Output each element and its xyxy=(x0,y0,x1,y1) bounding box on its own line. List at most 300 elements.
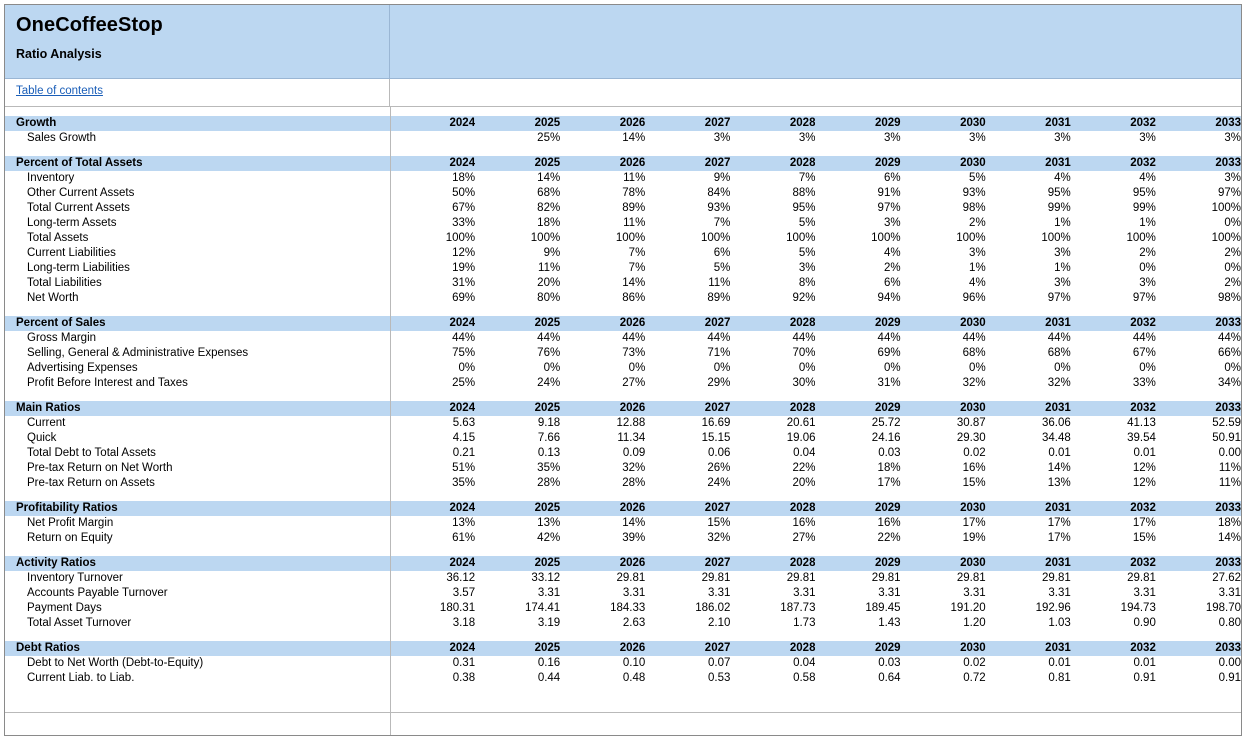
row-value: 5% xyxy=(713,262,731,274)
row-value: 6% xyxy=(883,277,901,289)
row-value: 44% xyxy=(1132,332,1156,344)
row-value: 13% xyxy=(537,517,561,529)
row-value: 31% xyxy=(452,277,476,289)
year-header: 2029 xyxy=(815,316,900,331)
row-value: 70% xyxy=(792,347,816,359)
row-value: 0.00 xyxy=(1218,657,1241,669)
row-value: 30.87 xyxy=(956,417,986,429)
row-value: 174.41 xyxy=(525,602,561,614)
row-value: 2% xyxy=(1224,277,1241,289)
year-header: 2025 xyxy=(475,401,560,416)
row-value: 78% xyxy=(622,187,646,199)
row-value: 69% xyxy=(877,347,901,359)
row-value: 25.72 xyxy=(871,417,901,429)
table-row xyxy=(5,376,1241,391)
year-header: 2029 xyxy=(815,641,900,656)
row-value: 2.63 xyxy=(622,617,646,629)
table-row xyxy=(5,671,1241,686)
table-row xyxy=(5,186,1241,201)
row-value: 0.01 xyxy=(1048,657,1071,669)
year-header: 2028 xyxy=(730,116,815,131)
section-title: Main Ratios xyxy=(5,401,390,416)
row-value: 75% xyxy=(452,347,476,359)
row-value: 67% xyxy=(452,202,476,214)
section-spacer xyxy=(5,306,1241,316)
row-value: 7% xyxy=(628,262,646,274)
row-value: 3% xyxy=(798,132,816,144)
ratios-body xyxy=(5,107,1241,735)
row-value: 76% xyxy=(537,347,561,359)
row-value: 0.13 xyxy=(537,447,561,459)
row-value: 3.18 xyxy=(452,617,476,629)
row-value: 25% xyxy=(452,377,476,389)
table-row xyxy=(5,201,1241,216)
row-value: 191.20 xyxy=(950,602,986,614)
row-value: 5.63 xyxy=(452,417,476,429)
row-value: 0% xyxy=(1224,262,1241,274)
row-value: 0.00 xyxy=(1218,447,1241,459)
table-row xyxy=(5,531,1241,546)
year-header: 2033 xyxy=(1156,316,1241,331)
row-value: 51% xyxy=(452,462,476,474)
row-value: 0.03 xyxy=(878,657,901,669)
row-label: Total Assets xyxy=(27,232,89,244)
row-value: 16% xyxy=(792,517,816,529)
row-value: 2% xyxy=(969,217,986,229)
row-value: 25% xyxy=(537,132,561,144)
section-header-row xyxy=(5,116,1241,131)
table-row xyxy=(5,331,1241,346)
row-value: 0.02 xyxy=(963,447,986,459)
year-header: 2026 xyxy=(560,501,645,516)
table-row xyxy=(5,346,1241,361)
row-value: 11% xyxy=(1218,462,1241,474)
row-value: 73% xyxy=(622,347,646,359)
row-value: 29.81 xyxy=(616,572,646,584)
row-value: 66% xyxy=(1217,347,1241,359)
row-value: 4.15 xyxy=(452,432,476,444)
row-value: 27% xyxy=(792,532,816,544)
row-value: 0.10 xyxy=(622,657,646,669)
row-value: 32% xyxy=(622,462,646,474)
row-value: 17% xyxy=(1047,532,1071,544)
row-value: 0.48 xyxy=(622,672,646,684)
row-value: 20.61 xyxy=(786,417,816,429)
row-value: 3.31 xyxy=(708,587,731,599)
year-header: 2027 xyxy=(645,316,730,331)
row-value: 61% xyxy=(452,532,476,544)
row-value: 97% xyxy=(877,202,901,214)
row-value: 194.73 xyxy=(1120,602,1156,614)
row-value: 7% xyxy=(628,247,646,259)
row-value: 44% xyxy=(1217,332,1241,344)
row-value: 7% xyxy=(713,217,731,229)
row-value: 16.69 xyxy=(701,417,731,429)
year-header: 2028 xyxy=(730,401,815,416)
row-value: 0% xyxy=(883,362,901,374)
table-row xyxy=(5,246,1241,261)
row-value: 3.31 xyxy=(537,587,561,599)
row-value: 3.31 xyxy=(622,587,646,599)
row-value: 15.15 xyxy=(701,432,731,444)
report-subtitle: Ratio Analysis xyxy=(16,47,102,61)
year-header: 2024 xyxy=(390,401,475,416)
row-value: 0.04 xyxy=(793,447,816,459)
row-value: 7.66 xyxy=(537,432,561,444)
row-value: 39.54 xyxy=(1127,432,1156,444)
row-value: 44% xyxy=(707,332,731,344)
year-header: 2029 xyxy=(815,401,900,416)
row-value: 29% xyxy=(707,377,731,389)
year-header: 2026 xyxy=(560,316,645,331)
row-value: 17% xyxy=(1047,517,1071,529)
table-row xyxy=(5,616,1241,631)
section-header-row xyxy=(5,156,1241,171)
row-label: Debt to Net Worth (Debt-to-Equity) xyxy=(27,657,204,669)
year-header: 2026 xyxy=(560,156,645,171)
row-value: 180.31 xyxy=(439,602,476,614)
row-value: 0% xyxy=(1054,362,1071,374)
row-value: 3% xyxy=(713,132,731,144)
row-value: 2% xyxy=(883,262,901,274)
row-value: 3% xyxy=(1224,132,1241,144)
row-value: 99% xyxy=(1047,202,1071,214)
spacer-cell xyxy=(5,491,1241,501)
row-value: 88% xyxy=(792,187,816,199)
year-header: 2032 xyxy=(1071,501,1156,516)
row-value: 6% xyxy=(713,247,731,259)
year-header: 2027 xyxy=(645,116,730,131)
row-value: 0.01 xyxy=(1133,447,1156,459)
row-value: 44% xyxy=(537,332,561,344)
row-value: 14% xyxy=(622,277,646,289)
row-value: 100% xyxy=(1211,232,1241,244)
row-value: 82% xyxy=(537,202,561,214)
year-header: 2026 xyxy=(560,401,645,416)
toc-row xyxy=(5,79,1241,107)
row-value: 35% xyxy=(537,462,561,474)
year-header: 2032 xyxy=(1071,156,1156,171)
row-value: 33.12 xyxy=(531,572,561,584)
row-value: 13% xyxy=(1047,477,1071,489)
row-value: 0.21 xyxy=(452,447,476,459)
row-value: 12% xyxy=(452,247,476,259)
row-value: 29.81 xyxy=(1041,572,1071,584)
row-value: 17% xyxy=(962,517,986,529)
row-value: 0.31 xyxy=(452,657,476,669)
year-header: 2028 xyxy=(730,316,815,331)
table-row xyxy=(5,131,1241,146)
spacer-cell xyxy=(5,306,1241,316)
row-value: 27.62 xyxy=(1212,572,1241,584)
row-value: 0.91 xyxy=(1218,672,1241,684)
year-header: 2027 xyxy=(645,401,730,416)
row-value: 99% xyxy=(1132,202,1156,214)
spacer-cell xyxy=(5,391,1241,401)
year-header: 2031 xyxy=(986,401,1071,416)
row-value: 29.30 xyxy=(956,432,986,444)
table-row xyxy=(5,656,1241,671)
row-value: 0% xyxy=(1139,362,1156,374)
row-value: 12% xyxy=(1132,462,1156,474)
section-spacer xyxy=(5,391,1241,401)
row-value: 11% xyxy=(1218,477,1241,489)
spacer-cell xyxy=(5,146,1241,156)
row-value: 92% xyxy=(792,292,816,304)
row-label: Net Worth xyxy=(27,292,79,304)
report-header xyxy=(5,5,1241,79)
row-value: 32% xyxy=(707,532,731,544)
row-value: 14% xyxy=(622,517,646,529)
row-value: 100% xyxy=(615,232,646,244)
row-value: 0.02 xyxy=(963,657,986,669)
year-header: 2033 xyxy=(1156,556,1241,571)
row-value: 68% xyxy=(1047,347,1071,359)
row-value: 0% xyxy=(1224,362,1241,374)
year-header: 2028 xyxy=(730,501,815,516)
row-label: Net Profit Margin xyxy=(27,517,114,529)
year-header: 2027 xyxy=(645,556,730,571)
row-value: 68% xyxy=(537,187,561,199)
row-value: 14% xyxy=(1217,532,1241,544)
row-value: 68% xyxy=(962,347,986,359)
table-row xyxy=(5,276,1241,291)
row-value: 0.91 xyxy=(1133,672,1156,684)
row-label: Sales Growth xyxy=(27,132,97,144)
year-header: 2024 xyxy=(390,556,475,571)
year-header: 2031 xyxy=(986,501,1071,516)
row-value: 24% xyxy=(537,377,561,389)
row-value: 84% xyxy=(707,187,731,199)
section-header-row xyxy=(5,316,1241,331)
row-value: 3% xyxy=(1224,172,1241,184)
row-value: 15% xyxy=(707,517,731,529)
year-header: 2032 xyxy=(1071,641,1156,656)
row-value: 100% xyxy=(871,232,901,244)
row-label: Current Liab. to Liab. xyxy=(27,672,135,684)
row-value: 0.72 xyxy=(963,672,986,684)
row-value: 80% xyxy=(537,292,561,304)
row-label: Selling, General & Administrative Expenses xyxy=(27,347,249,359)
section-header-row xyxy=(5,401,1241,416)
row-value: 91% xyxy=(877,187,901,199)
row-value: 98% xyxy=(1217,292,1241,304)
row-label: Pre-tax Return on Net Worth xyxy=(27,462,173,474)
ratios-table xyxy=(5,116,1241,686)
row-value: 8% xyxy=(798,277,816,289)
row-value: 3.19 xyxy=(537,617,561,629)
row-value: 18% xyxy=(452,172,476,184)
year-header: 2027 xyxy=(645,501,730,516)
row-value: 100% xyxy=(1126,232,1156,244)
row-value: 0.80 xyxy=(1218,617,1241,629)
row-value: 97% xyxy=(1217,187,1241,199)
row-value: 3% xyxy=(1054,247,1071,259)
row-value: 20% xyxy=(537,277,561,289)
table-row xyxy=(5,416,1241,431)
row-value: 12.88 xyxy=(616,417,646,429)
row-value: 0.53 xyxy=(708,672,731,684)
row-value: 16% xyxy=(877,517,901,529)
row-value: 0.38 xyxy=(452,672,476,684)
row-value: 2% xyxy=(1224,247,1241,259)
year-header: 2031 xyxy=(986,641,1071,656)
row-value: 36.06 xyxy=(1041,417,1071,429)
row-value: 15% xyxy=(1132,532,1156,544)
table-row xyxy=(5,586,1241,601)
row-value xyxy=(390,131,475,146)
row-value: 20% xyxy=(792,477,816,489)
row-value: 14% xyxy=(622,132,646,144)
row-value: 29.81 xyxy=(701,572,731,584)
row-value: 35% xyxy=(452,477,476,489)
row-value: 44% xyxy=(1047,332,1071,344)
row-value: 7% xyxy=(798,172,816,184)
row-value: 31% xyxy=(877,377,901,389)
year-header: 2024 xyxy=(390,641,475,656)
table-row xyxy=(5,476,1241,491)
row-value: 0% xyxy=(628,362,646,374)
row-value: 28% xyxy=(622,477,646,489)
row-value: 18% xyxy=(1217,517,1241,529)
row-value: 44% xyxy=(622,332,646,344)
row-value: 41.13 xyxy=(1127,417,1156,429)
row-value: 33% xyxy=(452,217,476,229)
row-value: 3% xyxy=(969,247,986,259)
section-header-row xyxy=(5,556,1241,571)
row-value: 98% xyxy=(962,202,986,214)
year-header: 2026 xyxy=(560,116,645,131)
row-value: 9% xyxy=(713,172,731,184)
spacer-cell xyxy=(5,546,1241,556)
row-value: 93% xyxy=(962,187,986,199)
row-value: 3.31 xyxy=(1218,587,1241,599)
year-header: 2026 xyxy=(560,556,645,571)
row-value: 97% xyxy=(1047,292,1071,304)
row-label: Inventory xyxy=(27,172,75,184)
row-value: 2.10 xyxy=(708,617,731,629)
row-value: 0.09 xyxy=(622,447,646,459)
row-value: 0.58 xyxy=(793,672,816,684)
year-header: 2025 xyxy=(475,116,560,131)
row-value: 1.73 xyxy=(793,617,816,629)
row-label: Inventory Turnover xyxy=(27,572,123,584)
bottom-divider xyxy=(5,712,1241,713)
year-header: 2032 xyxy=(1071,116,1156,131)
row-value: 96% xyxy=(962,292,986,304)
row-value: 29.81 xyxy=(956,572,986,584)
row-value: 17% xyxy=(1132,517,1156,529)
row-value: 52.59 xyxy=(1212,417,1241,429)
row-value: 100% xyxy=(445,232,476,244)
year-header: 2030 xyxy=(901,116,986,131)
row-value: 12% xyxy=(1132,477,1156,489)
section-title: Growth xyxy=(5,116,390,131)
toc-cell xyxy=(5,79,390,106)
table-row xyxy=(5,231,1241,246)
year-header: 2026 xyxy=(560,641,645,656)
row-value: 33% xyxy=(1132,377,1156,389)
row-label: Profit Before Interest and Taxes xyxy=(27,377,188,389)
section-spacer xyxy=(5,546,1241,556)
row-label: Long-term Liabilities xyxy=(27,262,130,274)
row-value: 0.06 xyxy=(708,447,731,459)
row-value: 1% xyxy=(969,262,986,274)
row-value: 0% xyxy=(969,362,986,374)
year-header: 2031 xyxy=(986,316,1071,331)
section-title: Percent of Total Assets xyxy=(5,156,390,171)
row-value: 192.96 xyxy=(1035,602,1071,614)
row-value: 100% xyxy=(700,232,731,244)
row-value: 44% xyxy=(452,332,476,344)
row-value: 1% xyxy=(1054,217,1071,229)
table-row xyxy=(5,461,1241,476)
section-spacer xyxy=(5,491,1241,501)
row-value: 27% xyxy=(622,377,646,389)
row-value: 32% xyxy=(962,377,986,389)
year-header: 2024 xyxy=(390,156,475,171)
row-value: 16% xyxy=(962,462,986,474)
row-value: 11% xyxy=(623,217,646,229)
section-spacer xyxy=(5,146,1241,156)
year-header: 2030 xyxy=(901,641,986,656)
row-value: 1.43 xyxy=(878,617,901,629)
year-header: 2030 xyxy=(901,501,986,516)
row-value: 89% xyxy=(707,292,731,304)
year-header: 2029 xyxy=(815,501,900,516)
row-value: 0.01 xyxy=(1133,657,1156,669)
table-row xyxy=(5,361,1241,376)
row-value: 184.33 xyxy=(610,602,646,614)
row-value: 3.31 xyxy=(1133,587,1156,599)
toc-right-cell xyxy=(390,79,1241,106)
row-value: 3.31 xyxy=(878,587,901,599)
row-label: Total Liabilities xyxy=(27,277,102,289)
row-value: 4% xyxy=(969,277,986,289)
row-value: 3.57 xyxy=(452,587,476,599)
section-title: Activity Ratios xyxy=(5,556,390,571)
year-header: 2033 xyxy=(1156,401,1241,416)
table-of-contents-link[interactable]: Table of contents xyxy=(16,85,103,97)
row-value: 24% xyxy=(707,477,731,489)
row-value: 3% xyxy=(883,217,901,229)
row-value: 1% xyxy=(1139,217,1156,229)
section-title: Debt Ratios xyxy=(5,641,390,656)
row-label: Gross Margin xyxy=(27,332,97,344)
company-name: OneCoffeeStop xyxy=(16,14,163,36)
row-value: 34% xyxy=(1217,377,1241,389)
row-value: 86% xyxy=(622,292,646,304)
year-header: 2028 xyxy=(730,556,815,571)
table-row xyxy=(5,291,1241,306)
row-value: 22% xyxy=(877,532,901,544)
row-label: Accounts Payable Turnover xyxy=(27,587,168,599)
row-value: 4% xyxy=(883,247,901,259)
row-value: 0.04 xyxy=(793,657,816,669)
row-value: 0.64 xyxy=(878,672,901,684)
table-row xyxy=(5,571,1241,586)
row-value: 13% xyxy=(452,517,476,529)
row-value: 71% xyxy=(707,347,731,359)
row-value: 3% xyxy=(1139,132,1156,144)
row-value: 93% xyxy=(707,202,731,214)
section-title: Percent of Sales xyxy=(5,316,390,331)
row-value: 18% xyxy=(877,462,901,474)
row-value: 14% xyxy=(537,172,561,184)
row-value: 187.73 xyxy=(780,602,816,614)
row-label: Total Debt to Total Assets xyxy=(27,447,156,459)
table-row xyxy=(5,171,1241,186)
